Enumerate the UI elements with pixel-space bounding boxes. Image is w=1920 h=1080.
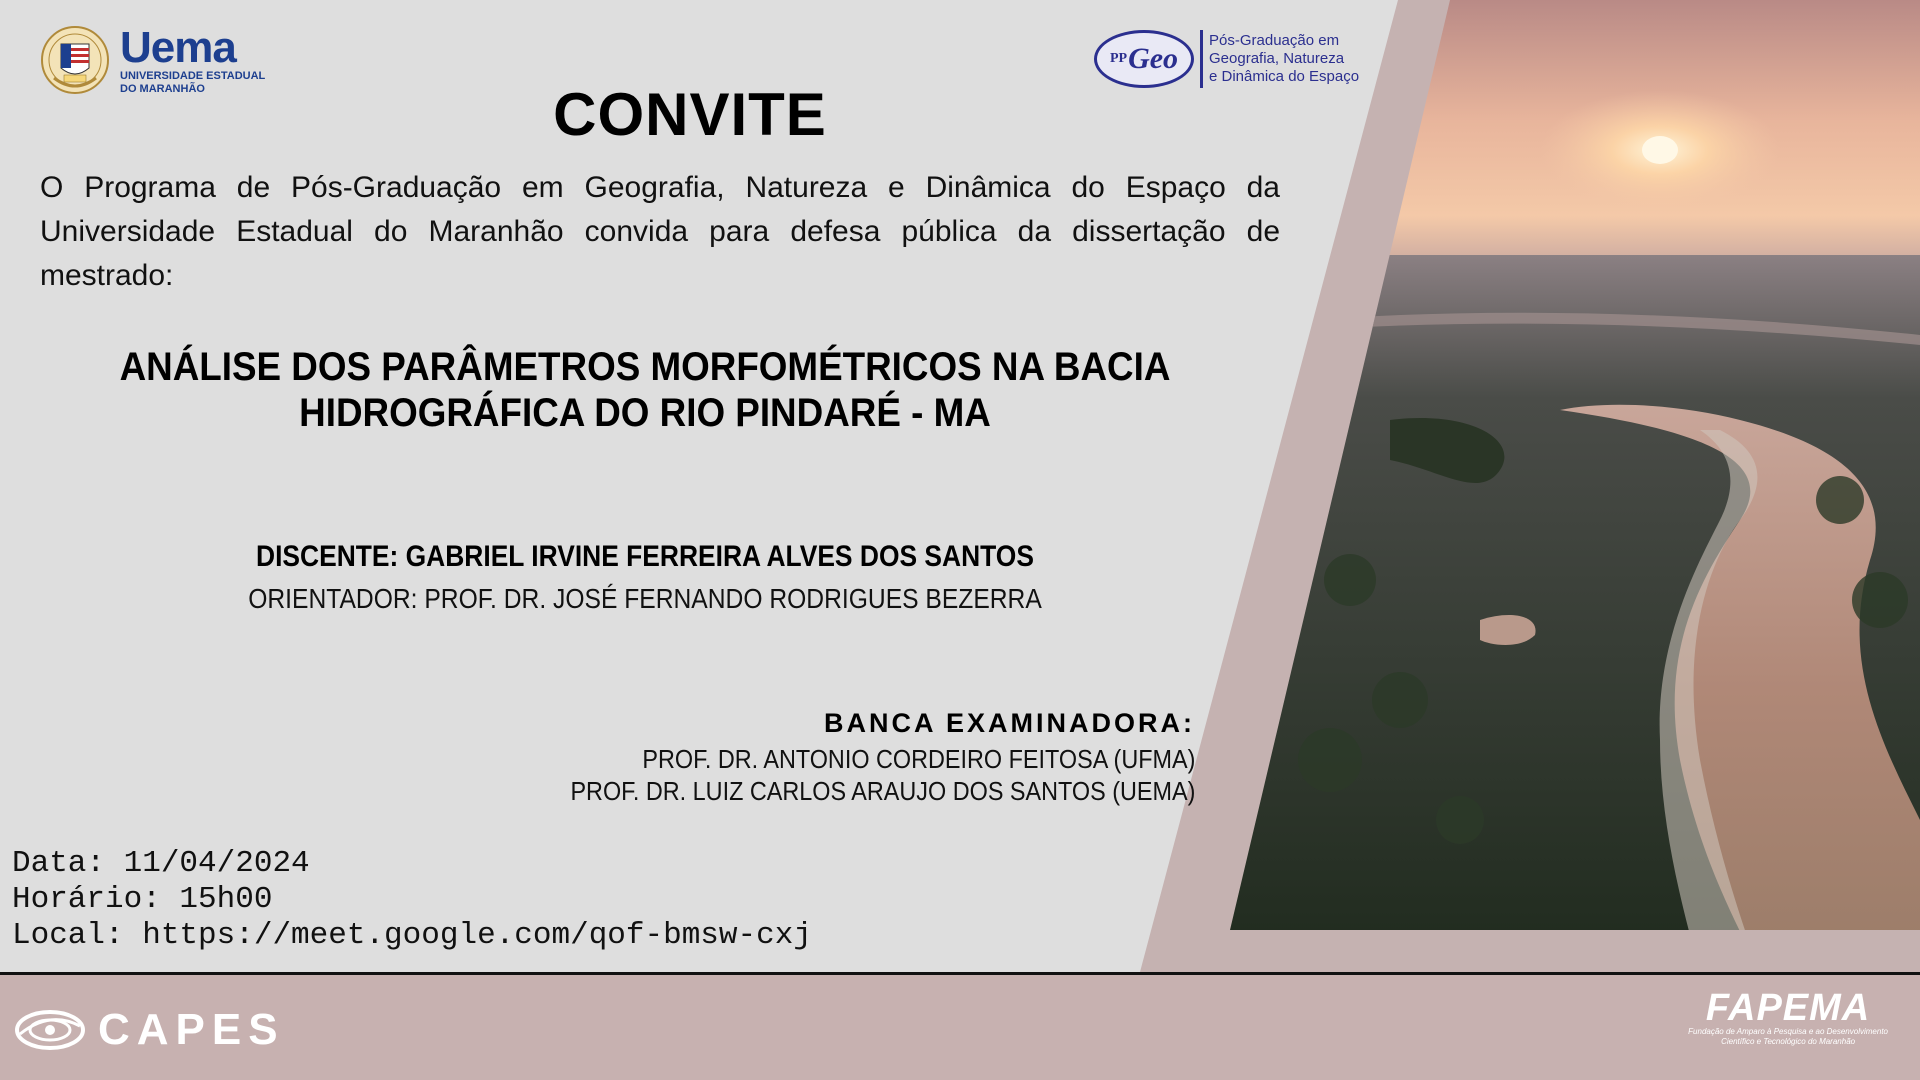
footer-bar	[0, 972, 1920, 1080]
ppgeo-badge-icon	[1094, 30, 1194, 88]
uema-subtitle-line1: UNIVERSIDADE ESTADUAL	[120, 70, 266, 83]
fapema-subtitle-line1: Fundação de Amparo à Pesquisa e ao Desenvolvimento	[1688, 1027, 1888, 1036]
uema-subtitle-line2: DO MARANHÃO	[120, 83, 205, 95]
uema-seal-icon	[40, 18, 110, 104]
fapema-logo	[1688, 989, 1888, 1046]
thesis-title	[107, 344, 1183, 436]
uema-logo	[40, 18, 265, 104]
uema-wordmark: Uema	[120, 23, 236, 73]
thesis-title-line2: HIDROGRÁFICA DO RIO PINDARÉ - MA	[299, 391, 991, 435]
capes-eye-icon	[14, 1006, 86, 1054]
capes-wordmark: CAPES	[98, 1005, 285, 1054]
page-title: CONVITE	[553, 81, 827, 148]
advisor-name: ORIENTADOR: PROF. DR. JOSÉ FERNANDO RODRIGUES BEZERRA	[248, 583, 1042, 614]
ppgeo-line3: e Dinâmica do Espaço	[1209, 68, 1360, 85]
event-date: Data: 11/04/2024	[12, 846, 310, 881]
board-member: PROF. DR. LUIZ CARLOS ARAUJO DOS SANTOS (UEMA)	[570, 776, 1195, 806]
ppgeo-logo	[1094, 30, 1359, 88]
ppgeo-line2: Geografia, Natureza	[1209, 50, 1345, 67]
event-location: Local: https://meet.google.com/qof-bmsw-cxj	[12, 918, 812, 953]
ppgeo-badge-geo: Geo	[1128, 42, 1179, 75]
ppgeo-line1: Pós-Graduação em	[1209, 32, 1340, 49]
intro-paragraph: O Programa de Pós-Graduação em Geografia, Natureza e Dinâmica do Espaço da Universidade Estadual do Maranhão convida para defesa pública da dissertação de mestrado:	[40, 171, 1280, 292]
river-aerial-photo	[1140, 0, 1920, 972]
ppgeo-divider	[1200, 30, 1203, 88]
capes-logo	[14, 1005, 285, 1055]
thesis-title-line1: ANÁLISE DOS PARÂMETROS MORFOMÉTRICOS NA BACIA	[119, 345, 1171, 389]
board-title: BANCA EXAMINADORA:	[824, 708, 1195, 738]
event-time: Horário: 15h00	[12, 882, 273, 917]
board-member: PROF. DR. ANTONIO CORDEIRO FEITOSA (UFMA)	[642, 744, 1195, 774]
examining-board	[501, 708, 1195, 807]
ppgeo-badge-pp: PP	[1109, 51, 1128, 66]
fapema-subtitle-line2: Científico e Tecnológico do Maranhão	[1721, 1036, 1856, 1046]
fapema-wordmark: FAPEMA	[1705, 987, 1871, 1029]
student-name: DISCENTE: GABRIEL IRVINE FERREIRA ALVES DOS SANTOS	[256, 540, 1034, 573]
event-info	[12, 846, 812, 954]
